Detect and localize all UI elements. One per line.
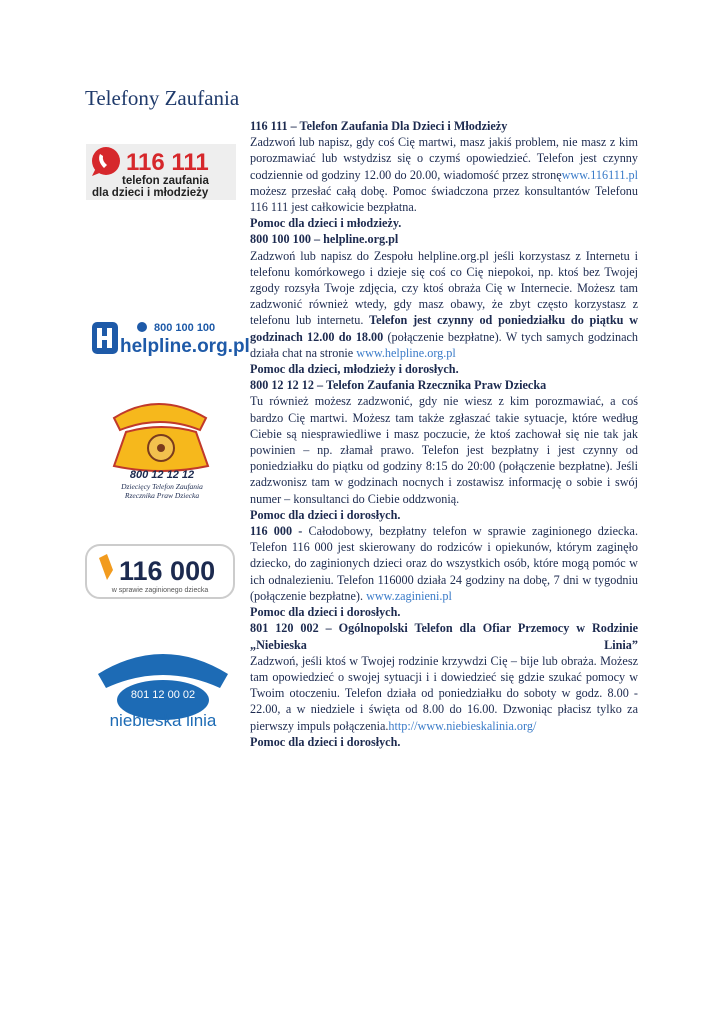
section-helpline-body-end: (połączenie bezpłatne). W tych samych godzinach działa chat na stronie (250, 329, 638, 360)
section-niebieska-heading (250, 620, 638, 652)
link-116111[interactable]: www.116111.pl (561, 167, 638, 182)
logo-rpd-number: 800 12 12 12 (129, 469, 195, 481)
logo-116111-line2: dla dzieci i młodzieży (92, 187, 209, 199)
section-116111-body-end: możesz przesłać całą dobę. Pomoc świadczona przez konsultantów Telefonu 116 111 jest całkowicie bezpłatna. (250, 183, 638, 215)
logo-helpline-name: helpline.org.pl (120, 336, 250, 357)
logo-116111-number: 116 111 (126, 149, 209, 176)
section-niebieska-body: Zadzwoń, jeśli ktoś w Twojej rodzinie krzywdzi Cię – bije lub obraża. Możesz tam opowiedzieć o swojej sytuacji i i dowiedzieć się gdzie szukać pomocy w Twoim otoczeniu. Telefon działa od poniedziałku do soboty w godz. 8.00 - 22.00, a w niedziele i święta od 8.00 do 16.00. Dzwoniąc płacisz tylko za pierwszy impuls połączenia. (250, 653, 638, 733)
section-116000-footer: Pomoc dla dzieci i dorosłych. (250, 605, 401, 620)
link-helpline[interactable]: www.helpline.org.pl (356, 345, 456, 360)
section-niebieska-text (250, 653, 638, 734)
logo-rpd-line2: Rzecznika Praw Dziecka (124, 491, 200, 500)
logo-116111 (86, 144, 236, 200)
link-zaginieni[interactable]: www.zaginieni.pl (366, 588, 452, 603)
section-helpline-heading: 800 100 100 – helpline.org.pl (250, 232, 399, 247)
logo-helpline-number: 800 100 100 (154, 322, 216, 334)
logo-niebieska-number: 801 12 00 02 (130, 689, 196, 701)
phone-icon (137, 322, 147, 332)
section-helpline-hours: Telefon jest czynny od poniedziałku do piątku w godzinach 12.00 do 18.00 (250, 313, 638, 344)
content-column (250, 118, 638, 750)
page-title: Telefony Zaufania (85, 86, 240, 110)
section-helpline-text (250, 248, 638, 361)
logo-116000-number: 116 000 (119, 556, 216, 586)
logo-helpline (92, 318, 250, 358)
logo-rpd (96, 398, 228, 502)
logo-116000-sub: w sprawie zaginionego dziecka (111, 587, 209, 594)
section-116000-heading: 116 000 - (250, 524, 303, 539)
logo-niebieska-linia (88, 648, 238, 732)
section-rpd-heading: 800 12 12 12 – Telefon Zaufania Rzecznika Praw Dziecka (250, 378, 547, 393)
section-116111-heading: 116 111 – Telefon Zaufania Dla Dzieci i Młodzieży (250, 119, 508, 133)
section-116000-body: Całodobowy, bezpłatny telefon w sprawie zaginionego dziecka. Telefon 116 000 jest skierowany do rodziców i opiekunów, którym zaginęło dziecko, do zaginionych dzieci oraz do wszystkich osób, które mogą pomóc w ich odnalezieniu. Telefon 116000 działa 24 godziny na dobę, 7 dni w tygodniu (połączenie bezpłatne). (250, 524, 638, 603)
section-116111-body: Zadzwoń lub napisz, gdy coś Cię martwi, masz jakiś problem, nie masz z kim porozmawiać lub wstydzisz się o czymś opowiedzieć. Telefon jest czynny codziennie od godziny 12.00 do 20.00, wiadomość przez stronę (250, 135, 638, 182)
section-116000-text (250, 523, 638, 604)
section-116111-text (250, 134, 638, 215)
section-niebieska-heading-line1: 801 120 002 – Ogólnopolski Telefon dla Ofiar Przemocy w Rodzinie (250, 621, 638, 636)
section-helpline-body: Zadzwoń lub napisz do Zespołu helpline.org.pl jeśli korzystasz z Internetu i telefonu komórkowego i dzieje się coś co Cię niepokoi, np. ktoś bez Twojej zgody rozsyła Twoje zdjęcia, czy ktoś obraża Cię w Internecie. Możesz tam zadzwonić również wtedy, gdy masz obawy, że zbyt często korzystasz z telefonu lub internetu. (250, 248, 638, 328)
logo-rpd-line1: Dziecięcy Telefon Zaufania (121, 482, 203, 491)
logo-116000 (85, 544, 235, 599)
section-rpd-footer: Pomoc dla dzieci i dorosłych. (250, 507, 401, 522)
section-helpline-footer: Pomoc dla dzieci, młodzieży i dorosłych. (250, 362, 459, 377)
logo-niebieska-name: niebieska linia (109, 711, 217, 730)
logo-116111-line1: telefon zaufania (122, 175, 209, 187)
section-niebieska-heading-line2: „Niebieska Linia” (250, 637, 638, 652)
link-niebieska[interactable]: http://www.niebieskalinia.org/ (388, 718, 537, 733)
telephone-icon (96, 398, 228, 502)
section-rpd-text: Tu również możesz zadzwonić, gdy nie wiesz z kim porozmawiać, a coś bardzo Cię martwi. Możesz tam także zgłaszać takie sytuacje, które według Ciebie są niesprawiedliwe i masz poczucie, że ktoś zachował się nie tak jak powinien – np. złamał prawo. Telefon jest bezpłatny i jest czynny od poniedziałku do piątku od godziny 8:15 do 20:00 (połączenie bezpłatne). Jeśli zadzwonisz tam w godzinach nocnych i zostawisz informację o sobie i swój numer – konsultanci do Ciebie oddzwonią. (250, 394, 638, 506)
phone-bubble-icon (86, 144, 236, 200)
section-niebieska-footer: Pomoc dla dzieci i dorosłych. (250, 734, 401, 749)
section-116111-footer: Pomoc dla dzieci i młodzieży. (250, 216, 402, 231)
blue-telephone-icon (88, 648, 238, 732)
